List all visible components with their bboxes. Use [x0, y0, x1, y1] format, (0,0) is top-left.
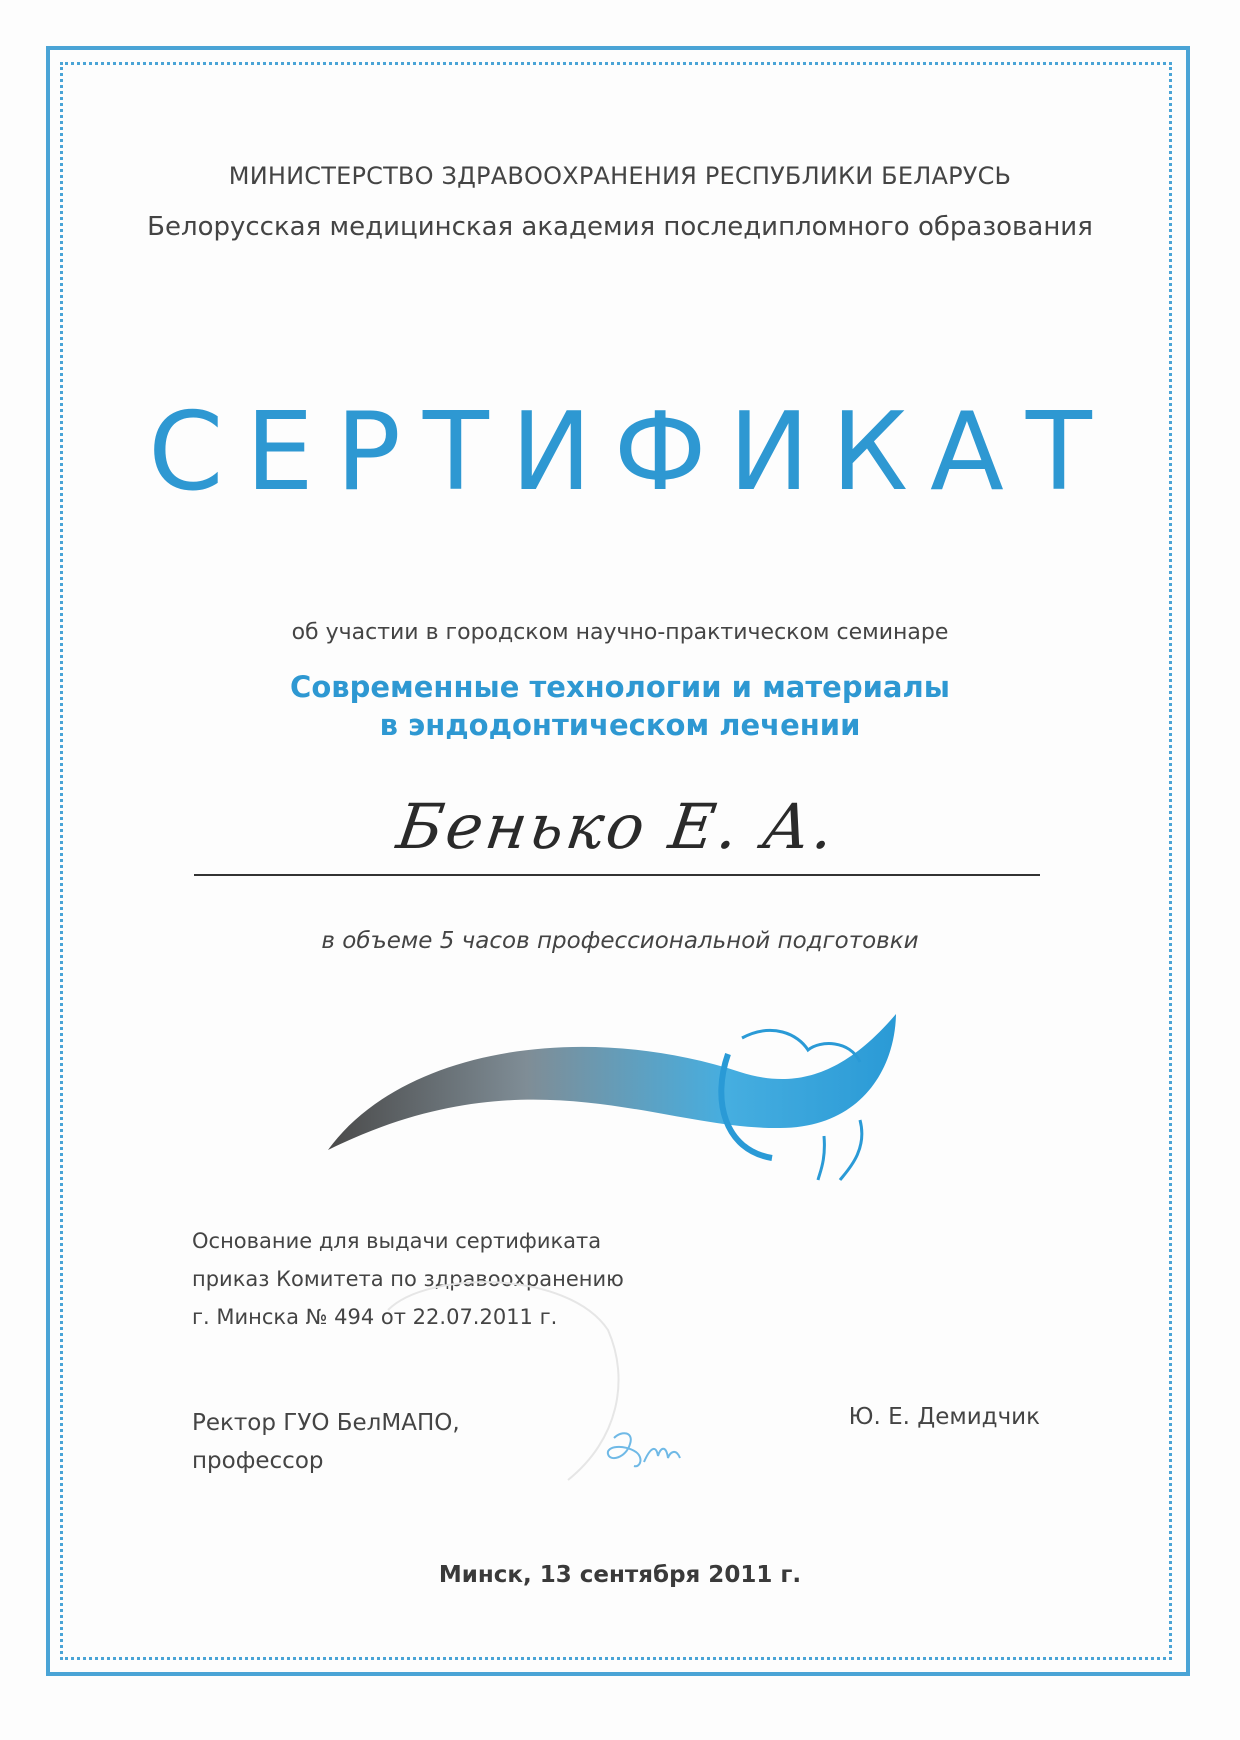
- recipient-name-handwritten: Бенько Е. А.: [392, 790, 842, 863]
- basis-line3: г. Минска № 494 от 22.07.2011 г.: [192, 1305, 558, 1329]
- seminar-topic-line2: в эндодонтическом лечении: [379, 708, 861, 742]
- basis-line1: Основание для выдачи сертификата: [192, 1229, 602, 1253]
- basis-line2: приказ Комитета по здравоохранению: [192, 1267, 624, 1291]
- tooth-swoosh-logo-icon: [320, 1010, 940, 1200]
- signatory-title-line2: профессор: [192, 1448, 324, 1474]
- certificate-title: СЕРТИФИКАТ: [148, 390, 1114, 515]
- seminar-topic-line1: Современные технологии и материалы: [290, 670, 950, 704]
- training-volume: в объеме 5 часов профессиональной подготовки: [321, 928, 919, 954]
- ministry-heading: МИНИСТЕРСТВО ЗДРАВООХРАНЕНИЯ РЕСПУБЛИКИ БЕЛАРУСЬ: [228, 162, 1012, 190]
- place-and-date: Минск, 13 сентября 2011 г.: [438, 1562, 802, 1588]
- signatory-title: [192, 1404, 592, 1480]
- signatory-name: Ю. Е. Демидчик: [848, 1404, 1040, 1430]
- recipient-line: [194, 790, 1040, 876]
- handwritten-signature-icon: [600, 1418, 710, 1478]
- seminar-topic: [0, 668, 1240, 744]
- academy-heading: Белорусская медицинская академия последипломного образования: [147, 212, 1093, 242]
- participation-text: об участии в городском научно-практическом семинаре: [291, 620, 949, 645]
- signatory-title-line1: Ректор ГУО БелМАПО,: [192, 1410, 460, 1436]
